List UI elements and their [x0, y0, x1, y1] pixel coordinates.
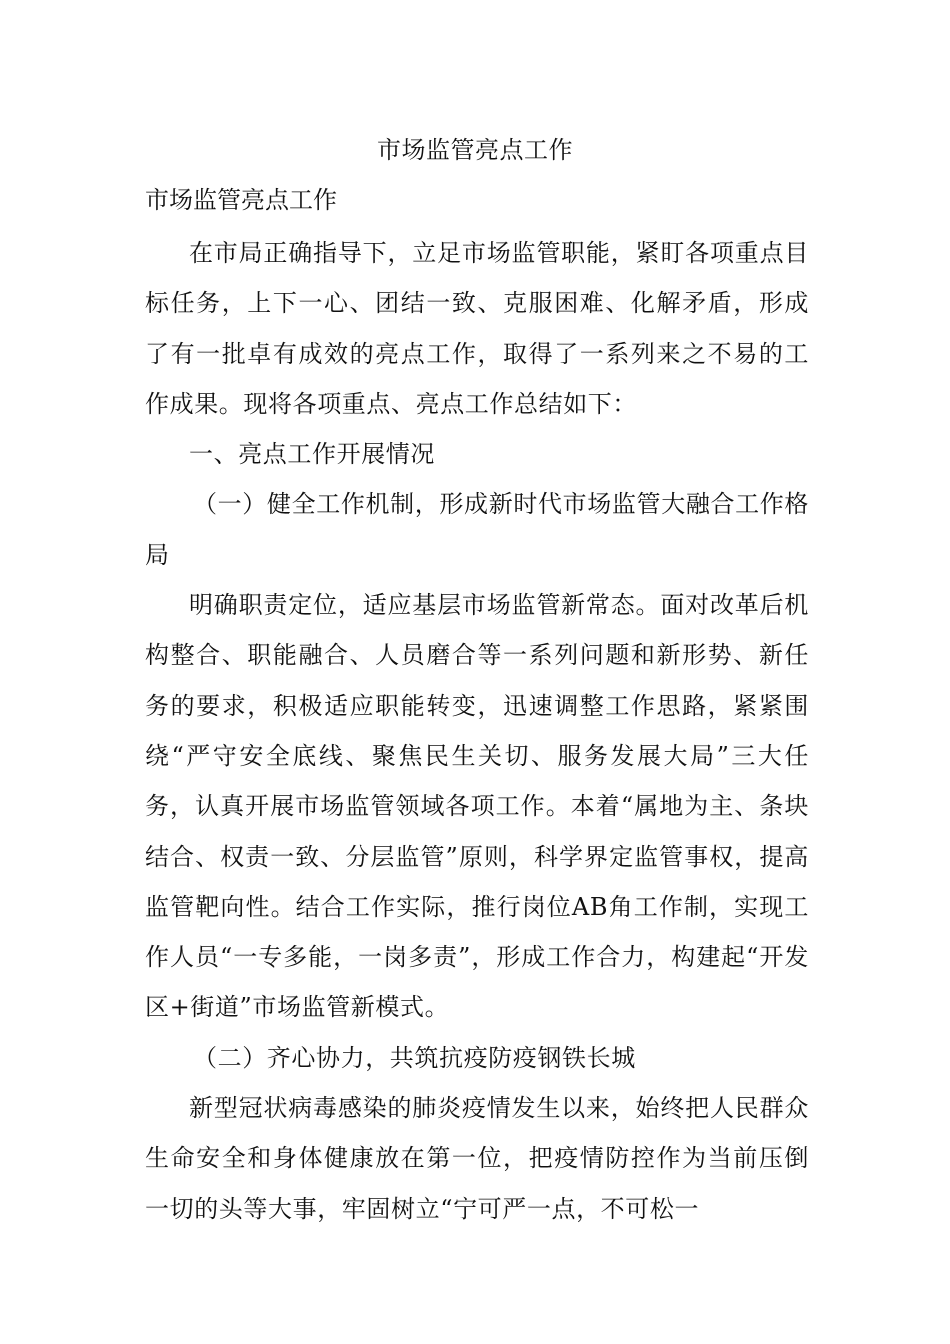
section-heading-1: 一、亮点工作开展情况 [189, 440, 435, 469]
paragraph-epidemic: 新型冠状病毒感染的肺炎疫情发生以来，始终把人民群众生命安全和身体健康放在第一位，把疫情防控作为当前压倒一切的头等大事，牢固树立“宁可严一点，不可松一 [145, 1094, 809, 1223]
document-title: 市场监管亮点工作 [377, 136, 573, 164]
subsection-heading-1: （一）健全工作机制，形成新时代市场监管大融合工作格局 [145, 490, 809, 569]
paragraph-mechanism: 明确职责定位，适应基层市场监管新常态。面对改革后机构整合、职能融合、人员磨合等一系列问题和新形势、新任务的要求，积极适应职能转变，迅速调整工作思路，紧紧围绕“严守安全底线、聚焦民生关切、服务发展大局”三大任务，认真开展市场监管领域各项工作。本着“属地为主、条块结合、权责一致、分层监管”原则，科学界定监管事权，提高监管靶向性。结合工作实际，推行岗位AB角工作制，实现工作人员“一专多能，一岗多责”，形成工作合力，构建起“开发区+街道”市场监管新模式。 [145, 591, 809, 1022]
document-body [145, 228, 809, 1234]
paragraph-intro: 在市局正确指导下，立足市场监管职能，紧盯各项重点目标任务，上下一心、团结一致、克服困难、化解矛盾，形成了有一批卓有成效的亮点工作，取得了一系列来之不易的工作成果。现将各项重点、亮点工作总结如下： [145, 239, 809, 418]
document-subtitle: 市场监管亮点工作 [145, 186, 337, 214]
subsection-heading-2: （二）齐心协力，共筑抗疫防疫钢铁长城 [193, 1043, 636, 1072]
